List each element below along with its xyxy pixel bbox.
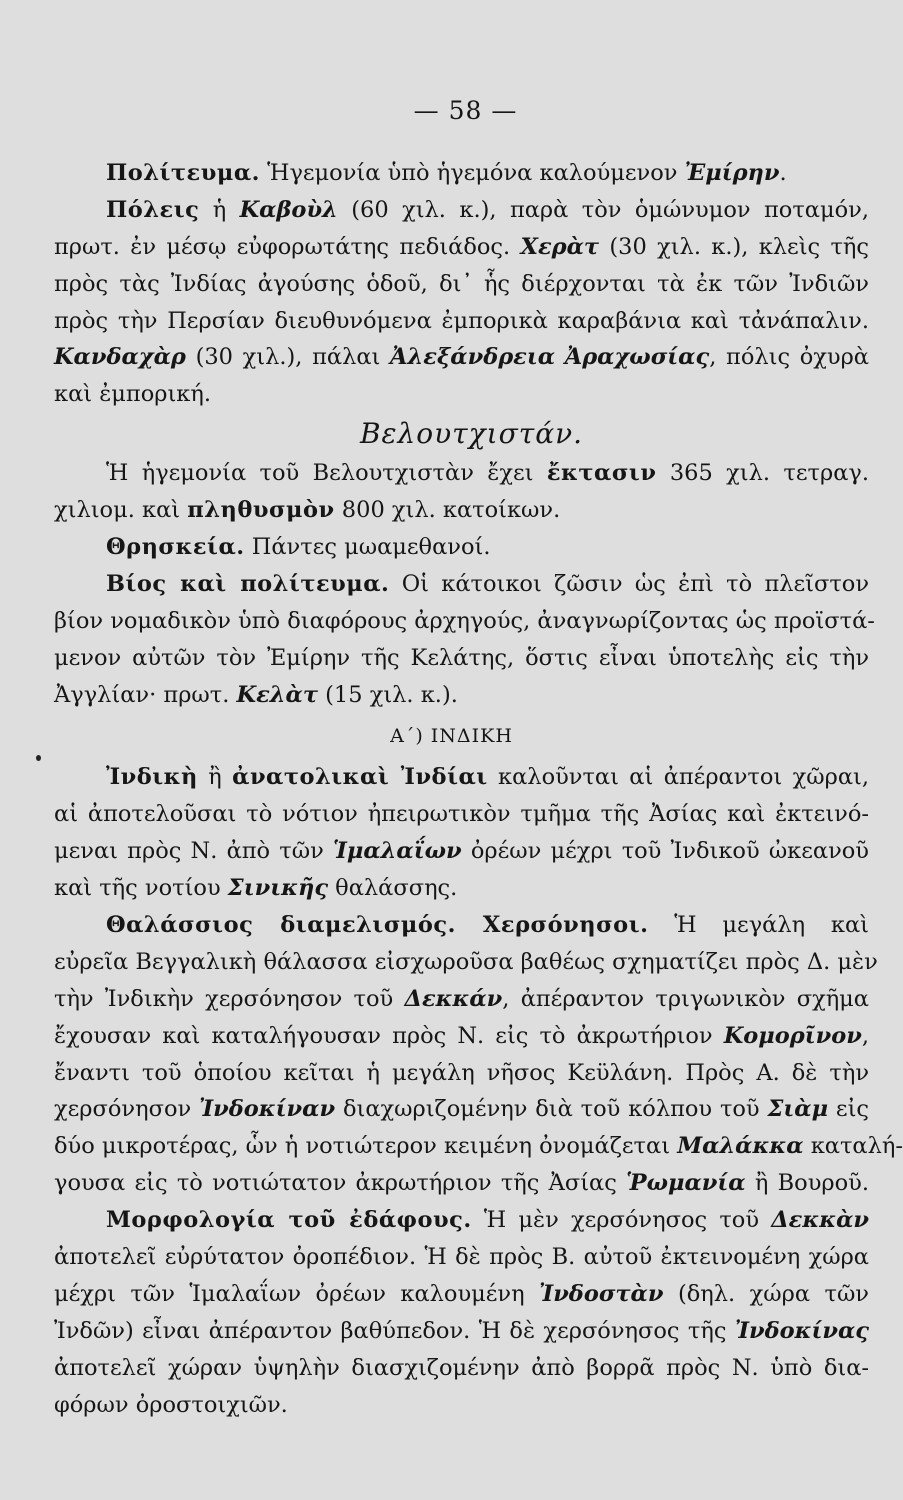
text-run: διαχωριζομένην διὰ τοῦ κόλπου τοῦ <box>335 1096 768 1123</box>
text-line <box>54 833 869 870</box>
text-run: δύο μικροτέρας, ὧν ἡ νοτιώτερον κειμένη ὀνομάζεται <box>54 1133 678 1160</box>
text-line <box>54 1350 869 1387</box>
place-name: Ἀραχωσίας <box>564 344 710 371</box>
run-in-heading: Μορφολογία τοῦ ἐδάφους. <box>106 1207 472 1234</box>
text-run: Ἡ μὲν χερσόνησος τοῦ <box>471 1207 772 1234</box>
text-run: μεναι πρὸς Ν. ἀπὸ τῶν <box>54 838 333 865</box>
text-run: ἀποτελεῖ εὐρύτατον ὀροπέδιον. Ἡ δὲ πρὸς Β. αὐτοῦ ἐκτεινομένη χώρα <box>54 1244 869 1271</box>
text-line <box>54 1239 869 1276</box>
text-run: τὴν Ἰνδικὴν χερσόνησον τοῦ <box>54 985 405 1012</box>
text-run: Οἱ κάτοικοι ζῶσιν ὡς ἐπὶ τὸ πλεῖστον <box>389 570 869 597</box>
text-line <box>54 1165 869 1202</box>
text-line <box>54 1313 869 1350</box>
place-name: Ἰνδοστὰν <box>539 1280 664 1307</box>
place-name: Ἰνδοκίναν <box>199 1096 336 1123</box>
text-line <box>54 981 869 1018</box>
text-run: καὶ τῆς νοτίου <box>54 875 228 902</box>
text-line <box>54 303 869 340</box>
text-run: γουσα εἰς τὸ νοτιώτατον ἀκρωτήριον τῆς Ἀσίας <box>54 1170 627 1197</box>
text-run: . <box>779 160 787 186</box>
text-line <box>54 870 869 907</box>
text-run: βίον νομαδικὸν ὑπὸ διαφόρους ἀρχηγούς, ἀναγνωρίζοντας ὡς προϊστά- <box>54 607 875 634</box>
place-name: Μαλάκκα <box>677 1133 804 1160</box>
text-line <box>54 529 869 566</box>
text-run <box>555 344 565 370</box>
text-run: 800 χιλ. κατοίκων. <box>334 497 561 524</box>
section-heading: Βελουτχιστάν. <box>359 417 584 451</box>
body-text <box>54 155 903 1424</box>
text-line <box>54 1387 869 1424</box>
text-line <box>54 339 869 376</box>
place-name: Κελὰτ <box>236 681 318 708</box>
text-line <box>54 640 869 677</box>
text-line <box>54 1202 869 1239</box>
place-name: Ἱμαλαΐων <box>332 838 462 865</box>
run-in-heading: πληθυσμὸν <box>187 497 335 524</box>
place-name: Κομορῖνον <box>723 1022 862 1049</box>
text-run: 365 χιλ. τετραγ. <box>656 460 869 487</box>
text-run: πρὸς τὰς Ἰνδίας ἀγούσης ὁδοῦ, δι᾽ ἧς διέρχονται τὰ ἐκ τῶν Ἰνδιῶν <box>54 270 869 297</box>
run-in-heading: Πόλεις <box>106 196 200 223</box>
text-run: Ἀγγλίαν· πρωτ. <box>54 681 237 708</box>
run-in-heading: Πολίτευμα. <box>106 160 260 186</box>
text-line <box>54 944 878 981</box>
text-line <box>54 603 875 640</box>
text-line <box>54 1276 869 1313</box>
text-run: Ἡ μεγάλη καὶ <box>648 912 869 939</box>
place-name: Ἐμίρην <box>684 160 780 186</box>
text-run: μέχρι τῶν Ἱμαλαΐων ὀρέων καλουμένη <box>54 1280 540 1307</box>
text-line <box>54 907 869 944</box>
text-line <box>54 266 869 303</box>
text-line <box>54 677 869 714</box>
text-run: θαλάσσης. <box>328 875 458 902</box>
text-line <box>54 192 869 229</box>
text-run: φόρων ὀροστοιχιῶν. <box>54 1391 288 1418</box>
text-line <box>54 1091 869 1128</box>
text-line <box>54 1018 869 1055</box>
text-run: (15 χιλ. κ.). <box>318 681 458 708</box>
run-in-heading: ἀνατολικαὶ Ἰνδίαι <box>232 764 488 791</box>
text-run: , πόλις ὀχυρὰ <box>709 344 869 371</box>
text-run: ἢ <box>197 764 233 791</box>
place-name: Δεκκὰν <box>771 1207 870 1234</box>
text-line <box>54 1128 903 1165</box>
place-name: Ἰνδοκίνας <box>734 1317 869 1344</box>
text-line <box>54 155 869 192</box>
text-run: Ἡγεμονία ὑπὸ ἡγεμόνα καλούμενον <box>259 160 685 186</box>
text-run: (60 χιλ. κ.), παρὰ τὸν ὁμώνυμον ποταμόν, <box>337 196 869 223</box>
text-run: πρωτ. ἐν μέσῳ εὐφορωτάτης πεδιάδος. <box>54 233 521 260</box>
text-line <box>54 796 869 833</box>
place-name: Σινικῆς <box>227 875 329 902</box>
run-in-heading: Θαλάσσιος διαμελισμός. Χερσόνησοι. <box>106 912 649 939</box>
text-run: εὐρεῖα Βεγγαλικὴ θάλασσα εἰσχωροῦσα βαθέως σχηματίζει πρὸς Δ. μὲν <box>54 948 878 975</box>
text-run: ἔχουσαν καὶ καταλήγουσαν πρὸς Ν. εἰς τὸ ἀκρωτήριον <box>54 1022 724 1049</box>
place-name: Κανδαχὰρ <box>54 344 186 371</box>
text-run: χιλιομ. καὶ <box>54 497 188 524</box>
place-name: Ῥωμανία <box>626 1170 746 1197</box>
text-run: ἀποτελεῖ χώραν ὑψηλὴν διασχιζομένην ἀπὸ βορρᾶ πρὸς Ν. ὑπὸ δια- <box>54 1354 869 1381</box>
place-name: Καβοὺλ <box>239 196 338 223</box>
text-line <box>54 566 869 603</box>
text-run: πρὸς τὴν Περσίαν διευθυνόμενα ἐμπορικὰ καραβάνια καὶ τἀνάπαλιν. <box>54 307 869 334</box>
text-run: εἰς <box>828 1096 869 1123</box>
page-number: — 58 — <box>413 96 518 125</box>
text-line <box>54 759 869 796</box>
text-line <box>54 229 869 266</box>
run-in-heading: Θρησκεία. <box>106 534 245 561</box>
text-run: Πάντες μωαμεθανοί. <box>244 534 491 561</box>
run-in-heading: Βίος καὶ πολίτευμα. <box>106 570 390 597</box>
text-run: καταλή- <box>803 1133 903 1160</box>
text-run: (30 χιλ. κ.), κλεὶς τῆς <box>599 233 869 260</box>
text-run: Ἡ ἡγεμονία τοῦ Βελουτχιστὰν ἔχει <box>106 460 547 487</box>
text-run: ἔναντι τοῦ ὁποίου κεῖται ἡ μεγάλη νῆσος Κεϋλάνη. Πρὸς Α. δὲ τὴν <box>54 1059 869 1086</box>
text-run: μενον αὐτῶν τὸν Ἐμίρην τῆς Κελάτης, ὅστις εἶναι ὑποτελὴς εἰς τὴν <box>54 644 869 671</box>
text-run: καὶ ἐμπορική. <box>54 381 212 408</box>
place-name: Σιὰμ <box>767 1096 829 1123</box>
text-run: ἡ <box>199 196 240 223</box>
ink-speck <box>36 755 41 761</box>
run-in-heading: Ἰνδικὴ <box>106 764 198 791</box>
text-run: , ἀπέραντον τριγωνικὸν σχῆμα <box>502 985 869 1012</box>
text-run: καλοῦνται αἱ ἀπέραντοι χῶραι, <box>487 764 870 791</box>
text-run: χερσόνησον <box>54 1096 200 1123</box>
text-run: αἱ ἀποτελοῦσαι τὸ νότιον ἠπειρωτικὸν τμῆμα τῆς Ἀσίας καὶ ἐκτεινό- <box>54 801 869 828</box>
text-run: ὀρέων μέχρι τοῦ Ἰνδικοῦ ὠκεανοῦ <box>461 838 869 865</box>
text-run: (30 χιλ.), πάλαι <box>185 344 391 371</box>
chapter-subheading: Α΄) ΙΝΔΙΚΗ <box>390 725 513 748</box>
text-run: ἢ Βουροῦ. <box>745 1170 869 1197</box>
place-name: Δεκκάν <box>404 985 503 1012</box>
run-in-heading: ἔκτασιν <box>546 460 657 487</box>
text-run: , <box>861 1022 869 1049</box>
text-line <box>54 376 869 413</box>
text-run: Ἰνδῶν) εἶναι ἀπέραντον βαθύπεδον. Ἡ δὲ χερσόνησος τῆς <box>54 1317 735 1344</box>
text-line <box>54 455 869 492</box>
text-line <box>54 492 869 529</box>
text-run: (δηλ. χώρα τῶν <box>663 1280 869 1307</box>
place-name: Ἀλεξάνδρεια <box>390 344 556 371</box>
place-name: Χερὰτ <box>520 233 600 260</box>
text-line <box>54 1055 869 1092</box>
